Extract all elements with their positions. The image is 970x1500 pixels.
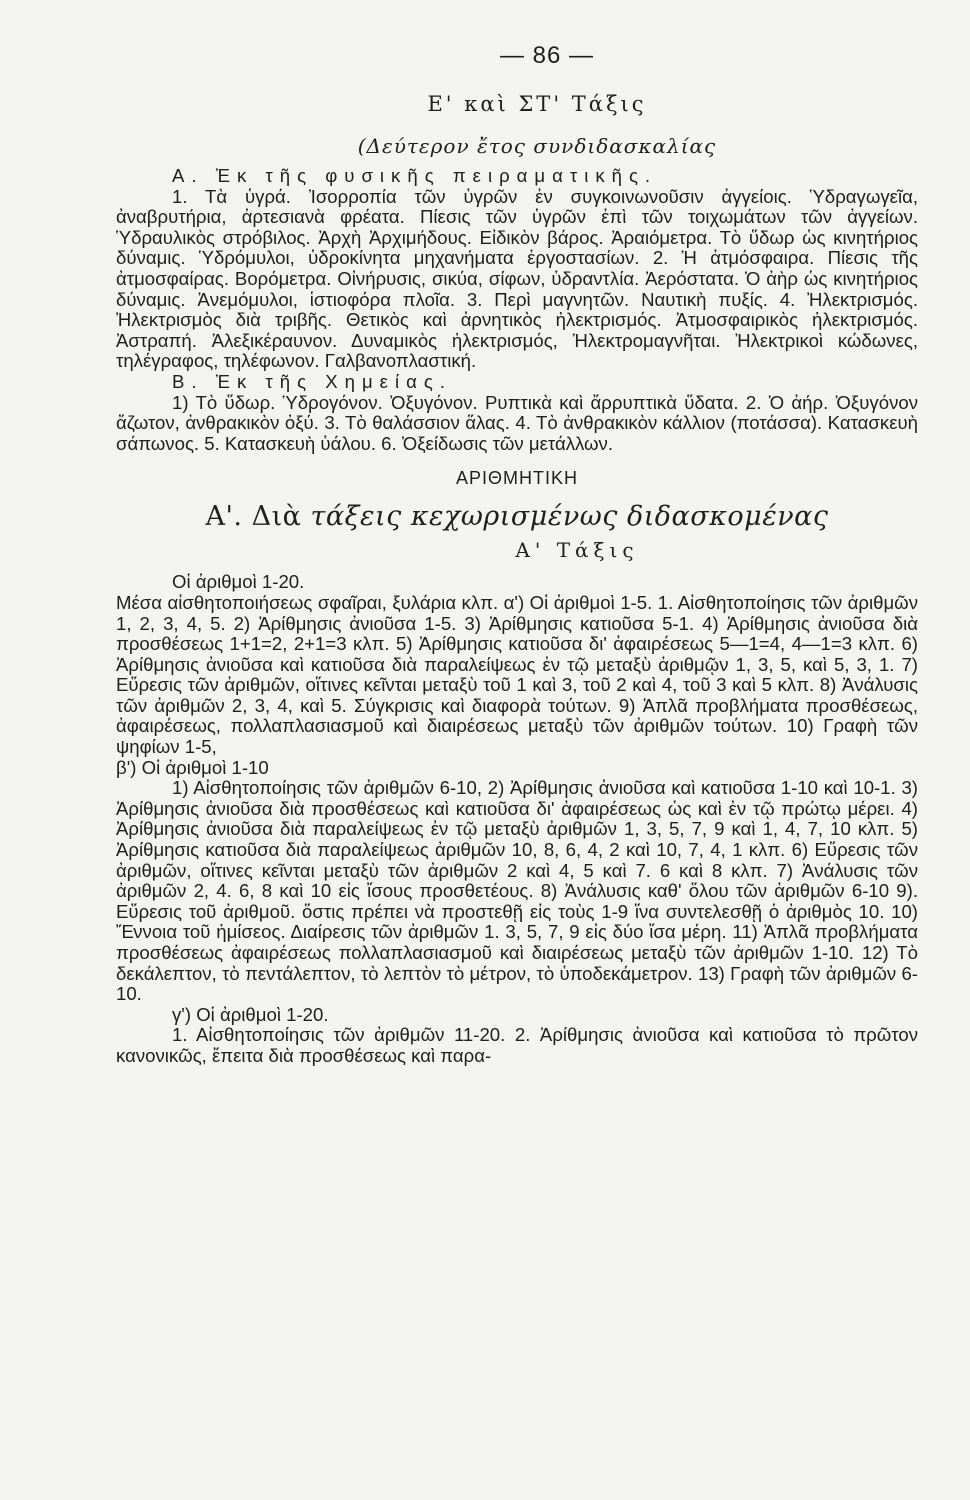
page-number: — 86 — — [499, 42, 595, 69]
section-subtitle: (Δεύτερον ἔτος συνδιδασκαλίας — [357, 134, 717, 158]
class-label: Α' Τάξις — [515, 538, 639, 563]
arithmetic-heading-rest: τάξεις κεχωρισμένως διδασκομένας — [310, 501, 829, 533]
arithmetic-para-b: 1) Αἰσθητοποίησις τῶν ἀριθμῶν 6-10, 2) Ἀρίθμησις ἀνιοῦσα καὶ κατιοῦσα 1-10 καὶ 10-1. 3) Ἀρίθμησις ἀνιοῦσα διὰ προσθέσεως καὶ κατιοῦσα δι' ἀφαιρέσεως ὡς καὶ ἐν τῷ πρώτῳ μέρει. 4) Ἀρίθμησις ἀνιοῦσα διὰ παραλείψεως ἐν τῷ μεταξὺ ἀριθμῶν 1, 3, 5, 7, 9 καὶ 1, 4, 7, 10 κλπ. 5) Ἀρίθμησις κατιοῦσα διὰ παραλείψεως ἀριθμῶν 10, 8, 6, 4, 2 καὶ 10, 7, 4, 1 κλπ. 6) Εὕρεσις τῶν ἀριθμῶν, οἵτινες κεῖνται μεταξὺ τῶν ἀριθμῶν 2 καὶ 4, 5 καὶ 7. 6 καὶ 8 κλπ. 7) Ἀνάλυσις τῶν ἀριθμῶν 2, 4. 6, 8 καὶ 10 εἰς ἴσους προσθετέους. 8) Ἀνάλυσις καθ' ὅλου τῶν ἀριθμῶν 6-10 9). Εὕρεσις τοῦ ἀριθμοῦ. ὅστις πρέπει νὰ προστεθῇ εἰς τοὺς 1-9 ἵνα συντελεσθῇ ὁ ἀριθμὸς 10. 10) Ἔννοια τοῦ ἡμίσεος. Διαίρεσις τῶν ἀριθμῶν 1. 3, 5, 7, 9 εἰς δύο ἴσα μέρη. 11) Ἁπλᾶ προβλήματα προσθέσεως ἀφαιρέσεως πολλαπλασιασμοῦ καὶ διαιρέσεως μεταξὺ τῶν ἀριθμῶν 1-10. 12) Τὸ δεκάλεπτον, τὸ πεντάλεπτον, τὸ λεπτὸν τὸ μέτρον, τὸ ὑποδεκάμετρον. 13) Γραφὴ τῶν ἀριθμῶν 6-10. — [116, 777, 918, 1005]
arithmetic-label: ΑΡΙΘΜΗΤΙΚΗ — [455, 468, 578, 489]
chemistry-heading — [172, 372, 918, 393]
gamma-label: γ') Οἱ ἀριθμοὶ 1-20. — [172, 1003, 329, 1025]
numbers-1-20-label: Οἱ ἀριθμοὶ 1-20. — [172, 571, 305, 593]
chemistry-body: 1) Τὸ ὕδωρ. Ὑδρογόνον. Ὀξυγόνον. Ρυπτικὰ καὶ ἄρρυπτικὰ ὕδατα. 2. Ὁ ἀήρ. Ὀξυγόνον ἄζωτον, ἀνθρακικὸν ὀξύ. 3. Τὸ θαλάσσιον ἅλας. 4. Τὸ ἀνθρακικὸν κάλλιον (ποτάσσα). Κατασκευὴ σάπωνος. 5. Κατασκευὴ ὑάλου. 6. Ὀξείδωσις τῶν μετάλλων. — [116, 391, 918, 454]
arithmetic-para-c: 1. Αἰσθητοποίησις τῶν ἀριθμῶν 11-20. 2. Ἀρίθμησις ἀνιοῦσα καὶ κατιοῦσα τὸ πρῶτον κανονικῶς, ἔπειτα διὰ προσθέσεως καὶ παρα- — [116, 1024, 918, 1066]
physics-heading — [172, 166, 918, 187]
arithmetic-main-heading — [116, 501, 918, 532]
physics-body: 1. Τὰ ὑγρά. Ἰσορροπία τῶν ὑγρῶν ἐν συγκοινωνοῦσιν ἀγγείοις. Ὑδραγωγεῖα, ἀναβρυτήρια, ἀρτεσιανὰ φρέατα. Πίεσις τῶν ὑγρῶν ἐπὶ τῶν τοιχωμάτων τῶν ἀγγείων. Ὑδραυλικὸς στρόβιλος. Ἀρχὴ Ἀρχιμήδους. Εἰδικὸν βάρος. Ἀραιόμετρα. Τὸ ὕδωρ ὡς κινητήριος δύναμις. Ὑδρόμυλοι, ὑδροκίνητα μηχανήματα ἐργοστασίων. 2. Ἡ ἀτμόσφαιρα. Πίεσις τῆς ἀτμοσφαίρας. Βορόμετρα. Οἰνήρυσις, σικύα, σίφων, ὑδραντλία. Ἀερόστατα. Ὁ ἀὴρ ὡς κινητήριος δύναμις. Ἀνεμόμυλοι, ἱστιοφόρα πλοῖα. 3. Περὶ μαγνητῶν. Ναυτικὴ πυξίς. 4. Ἠλεκτρισμός. Ἠλεκτρισμὸς διὰ τριβῆς. Θετικὸς καὶ ἀρνητικὸς ἠλεκτρισμός. Ἀτμοσφαιρικὸς ἠλεκτρισμός. Ἀστραπή. Ἀλεξικέραυνον. Δυναμικὸς ἠλεκτρισμός, Ἠλεκτρομαγνῆται. Ἠλεκτρικοὶ κώδωνες, τηλέγραφος, τηλέφωνον. Γαλβανοπλαστική. — [116, 185, 918, 372]
section-title: Ε' καὶ ΣΤ' Τάξις — [427, 92, 647, 116]
arithmetic-para-a: Μέσα αἰσθητοποιήσεως σφαῖραι, ξυλάρια κλπ. α') Οἱ ἀριθμοὶ 1-5. 1. Αἰσθητοποίησις τῶν ἀριθμῶν 1, 2, 3, 4, 5. 2) Ἀρίθμησις ἀνιοῦσα 1-5. 3) Ἀρίθμησις κατιοῦσα 5-1. 4) Ἀρίθμησις ἀνιοῦσα διὰ προσθέσεως 1+1=2, 2+1=3 κλπ. 5) Ἀρίθμησις κατιοῦσα δι' ἀφαιρέσεως 5—1=4, 4—1=3 κλπ. 6) Ἀρίθμησις ἀνιοῦσα καὶ κατιοῦσα διὰ παραλείψεως ἐν τῷ μεταξὺ ἀριθμῷν 1, 3, 5, καὶ 5, 3, 1. 7) Εὕρεσις τῶν ἀριθμῶν, οἵτινες κεῖνται μεταξὺ τοῦ 1 καὶ 3, τοῦ 2 καὶ 4, τοῦ 3 καὶ 5 κλπ. 8) Ἀνάλυσις τῶν ἀριθμῶν 2, 3, 4, καὶ 5. Σύγκρισις καὶ διαφορὰ τούτων. 9) Ἁπλᾶ προβλήματα προσθέσεως, ἀφαιρέσεως, πολλαπλασιασμοῦ καὶ διαιρέσεως μεταξὺ τῶν ἀριθμῶν τούτων. 10) Γραφὴ τῶν ψηφίων 1-5, — [116, 591, 918, 758]
beta-label: β') Οἱ ἀριθμοὶ 1-10 — [116, 756, 269, 778]
physics-heading-text: Α. Ἐκ τῆς φυσικῆς πειραματικῆς. — [172, 165, 658, 186]
chemistry-heading-text: Β. Ἐκ τῆς Χημείας. — [172, 370, 452, 392]
arithmetic-heading-prefix: Α'. Διὰ — [205, 501, 302, 533]
